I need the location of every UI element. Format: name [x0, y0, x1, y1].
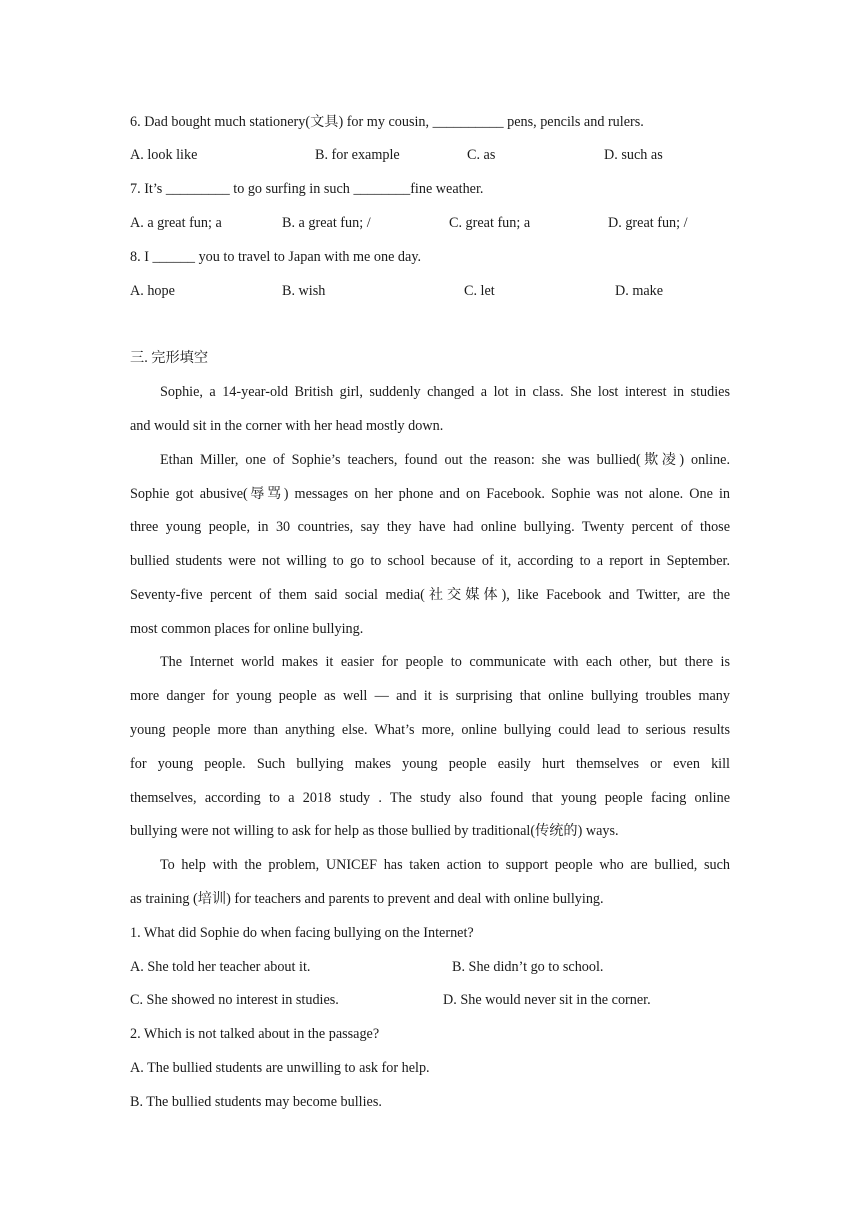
question-6-option-d: D. such as	[604, 147, 663, 163]
passage-line: bullied students were not willing to go to school because of it, according to a report in September.	[130, 553, 730, 569]
reading-question-1-option-b: B. She didn’t go to school.	[452, 959, 604, 975]
reading-question-1-option-c: C. She showed no interest in studies.	[130, 992, 339, 1008]
question-7-option-c: C. great fun; a	[449, 215, 531, 231]
question-6-option-a: A. look like	[130, 147, 198, 163]
question-8-option-d: D. make	[615, 283, 664, 299]
reading-question-2-stem: 2. Which is not talked about in the passage?	[130, 1026, 380, 1042]
reading-question-2-option-b: B. The bullied students may become bullies.	[130, 1094, 382, 1110]
passage-line: and would sit in the corner with her head mostly down.	[130, 418, 444, 434]
question-7-option-d: D. great fun; /	[608, 215, 688, 231]
passage-line: Sophie got abusive(辱骂) messages on her phone and on Facebook. Sophie was not alone. One in	[130, 486, 730, 502]
passage-line: themselves, according to a 2018 study . The study also found that young people facing online	[130, 790, 730, 806]
passage-line: as training (培训) for teachers and parents to prevent and deal with online bullying.	[130, 891, 604, 907]
passage-line: Seventy-five percent of them said social media(社交媒体), like Facebook and Twitter, are the	[130, 587, 730, 603]
question-6-stem: 6. Dad bought much stationery(文具) for my cousin, __________ pens, pencils and rulers.	[130, 114, 644, 130]
question-7-option-a: A. a great fun; a	[130, 215, 222, 231]
passage-line: for young people. Such bullying makes young people easily hurt themselves or even kill	[130, 756, 730, 772]
passage-line: Sophie, a 14-year-old British girl, suddenly changed a lot in class. She lost interest in studies	[160, 384, 730, 400]
reading-question-1-stem: 1. What did Sophie do when facing bullying on the Internet?	[130, 925, 474, 941]
question-7-option-b: B. a great fun; /	[282, 215, 371, 231]
question-7-stem: 7. It’s _________ to go surfing in such ________fine weather.	[130, 181, 484, 197]
question-6-option-b: B. for example	[315, 147, 400, 163]
passage-line: bullying were not willing to ask for help as those bullied by traditional(传统的) ways.	[130, 823, 619, 839]
reading-question-1-option-d: D. She would never sit in the corner.	[443, 992, 651, 1008]
question-6-option-c: C. as	[467, 147, 496, 163]
reading-question-1-option-a: A. She told her teacher about it.	[130, 959, 311, 975]
passage-line: The Internet world makes it easier for people to communicate with each other, but there is	[160, 654, 730, 670]
question-8-option-a: A. hope	[130, 283, 175, 299]
passage-line: more danger for young people as well — and it is surprising that online bullying troubles many	[130, 688, 730, 704]
reading-question-2-option-a: A. The bullied students are unwilling to ask for help.	[130, 1060, 430, 1076]
passage-line: To help with the problem, UNICEF has taken action to support people who are bullied, such	[160, 857, 730, 873]
passage-line: Ethan Miller, one of Sophie’s teachers, found out the reason: she was bullied(欺凌) online.	[160, 452, 730, 468]
question-8-option-b: B. wish	[282, 283, 326, 299]
passage-line: young people more than anything else. What’s more, online bullying could lead to serious results	[130, 722, 730, 738]
question-8-option-c: C. let	[464, 283, 495, 299]
question-8-stem: 8. I ______ you to travel to Japan with me one day.	[130, 249, 422, 265]
passage-line: three young people, in 30 countries, say they have had online bullying. Twenty percent of those	[130, 519, 730, 535]
passage-line: most common places for online bullying.	[130, 621, 364, 637]
section-heading: 三. 完形填空	[130, 350, 209, 366]
